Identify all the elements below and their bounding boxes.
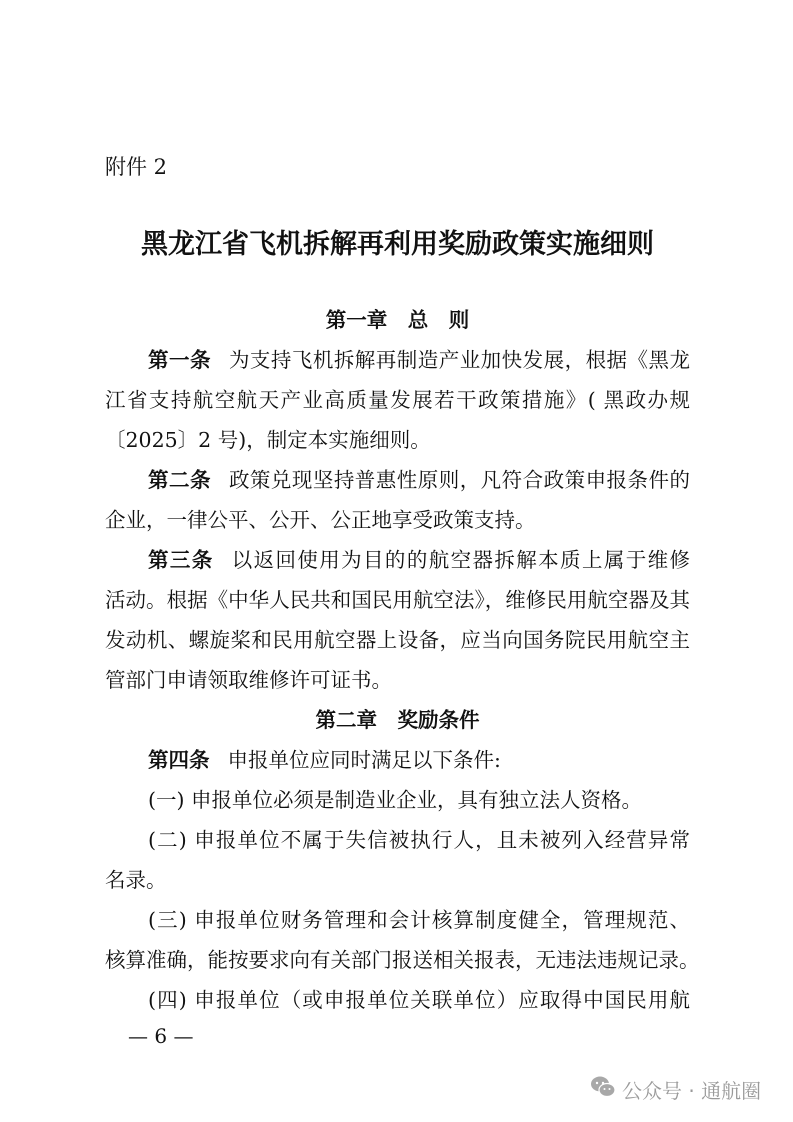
article-1-line: 〔2025〕2 号)，制定本实施细则。 <box>105 428 431 452</box>
article-label: 第二条 <box>148 468 211 492</box>
condition-item: (一) 申报单位必须是制造业企业，具有独立法人资格。 <box>148 788 643 812</box>
condition-item: (三) 申报单位财务管理和会计核算制度健全，管理规范、 <box>148 908 690 932</box>
article-1-line: 江省支持航空航天产业高质量发展若干政策措施》( 黑政办规 <box>105 388 690 412</box>
article-label: 第三条 <box>148 548 214 572</box>
article-text: 为支持飞机拆解再制造产业加快发展，根据《黑龙 <box>228 348 690 372</box>
attachment-label: 附件 2 <box>105 155 168 179</box>
article-3-line: 管部门申请领取维修许可证书。 <box>105 668 392 692</box>
article-3-line: 活动。根据《中华人民共和国民用航空法》，维修民用航空器及其 <box>105 588 690 612</box>
chapter-heading: 第二章 奖励条件 <box>315 708 480 732</box>
article-text: 以返回使用为目的的航空器拆解本质上属于维修 <box>231 548 691 572</box>
article-text: 申报单位应同时满足以下条件: <box>227 748 501 772</box>
article-3-line: 发动机、螺旋桨和民用航空器上设备，应当向国务院民用航空主 <box>105 628 690 652</box>
condition-item-cont: 核算准确，能按要求向有关部门报送相关报表，无违法违规记录。 <box>105 948 700 972</box>
article-label: 第一条 <box>148 348 211 372</box>
article-text: 政策兑现坚持普惠性原则，凡符合政策申报条件的 <box>228 468 690 492</box>
article-4-line <box>105 740 690 780</box>
watermark <box>590 1075 761 1104</box>
document-title: 黑龙江省飞机拆解再利用奖励政策实施细则 <box>141 229 654 260</box>
article-2-line: 企业，一律公平、公开、公正地享受政策支持。 <box>105 508 536 532</box>
condition-item: (四) 申报单位（或申报单位关联单位）应取得中国民用航 <box>148 988 690 1012</box>
article-2-line <box>105 460 690 500</box>
chapter-heading: 第一章 总 则 <box>325 308 470 332</box>
article-1-line <box>105 340 690 380</box>
document-body <box>105 300 700 1020</box>
condition-item: (二) 申报单位不属于失信被执行人，且未被列入经营异常 <box>148 828 690 852</box>
watermark-text: 公众号 · 通航圈 <box>622 1079 762 1103</box>
article-label: 第四条 <box>148 748 210 772</box>
article-3-line <box>105 540 690 580</box>
condition-item-cont: 名录。 <box>105 868 167 892</box>
page-number: — 6 — <box>128 1024 194 1048</box>
wechat-icon <box>590 1075 616 1104</box>
